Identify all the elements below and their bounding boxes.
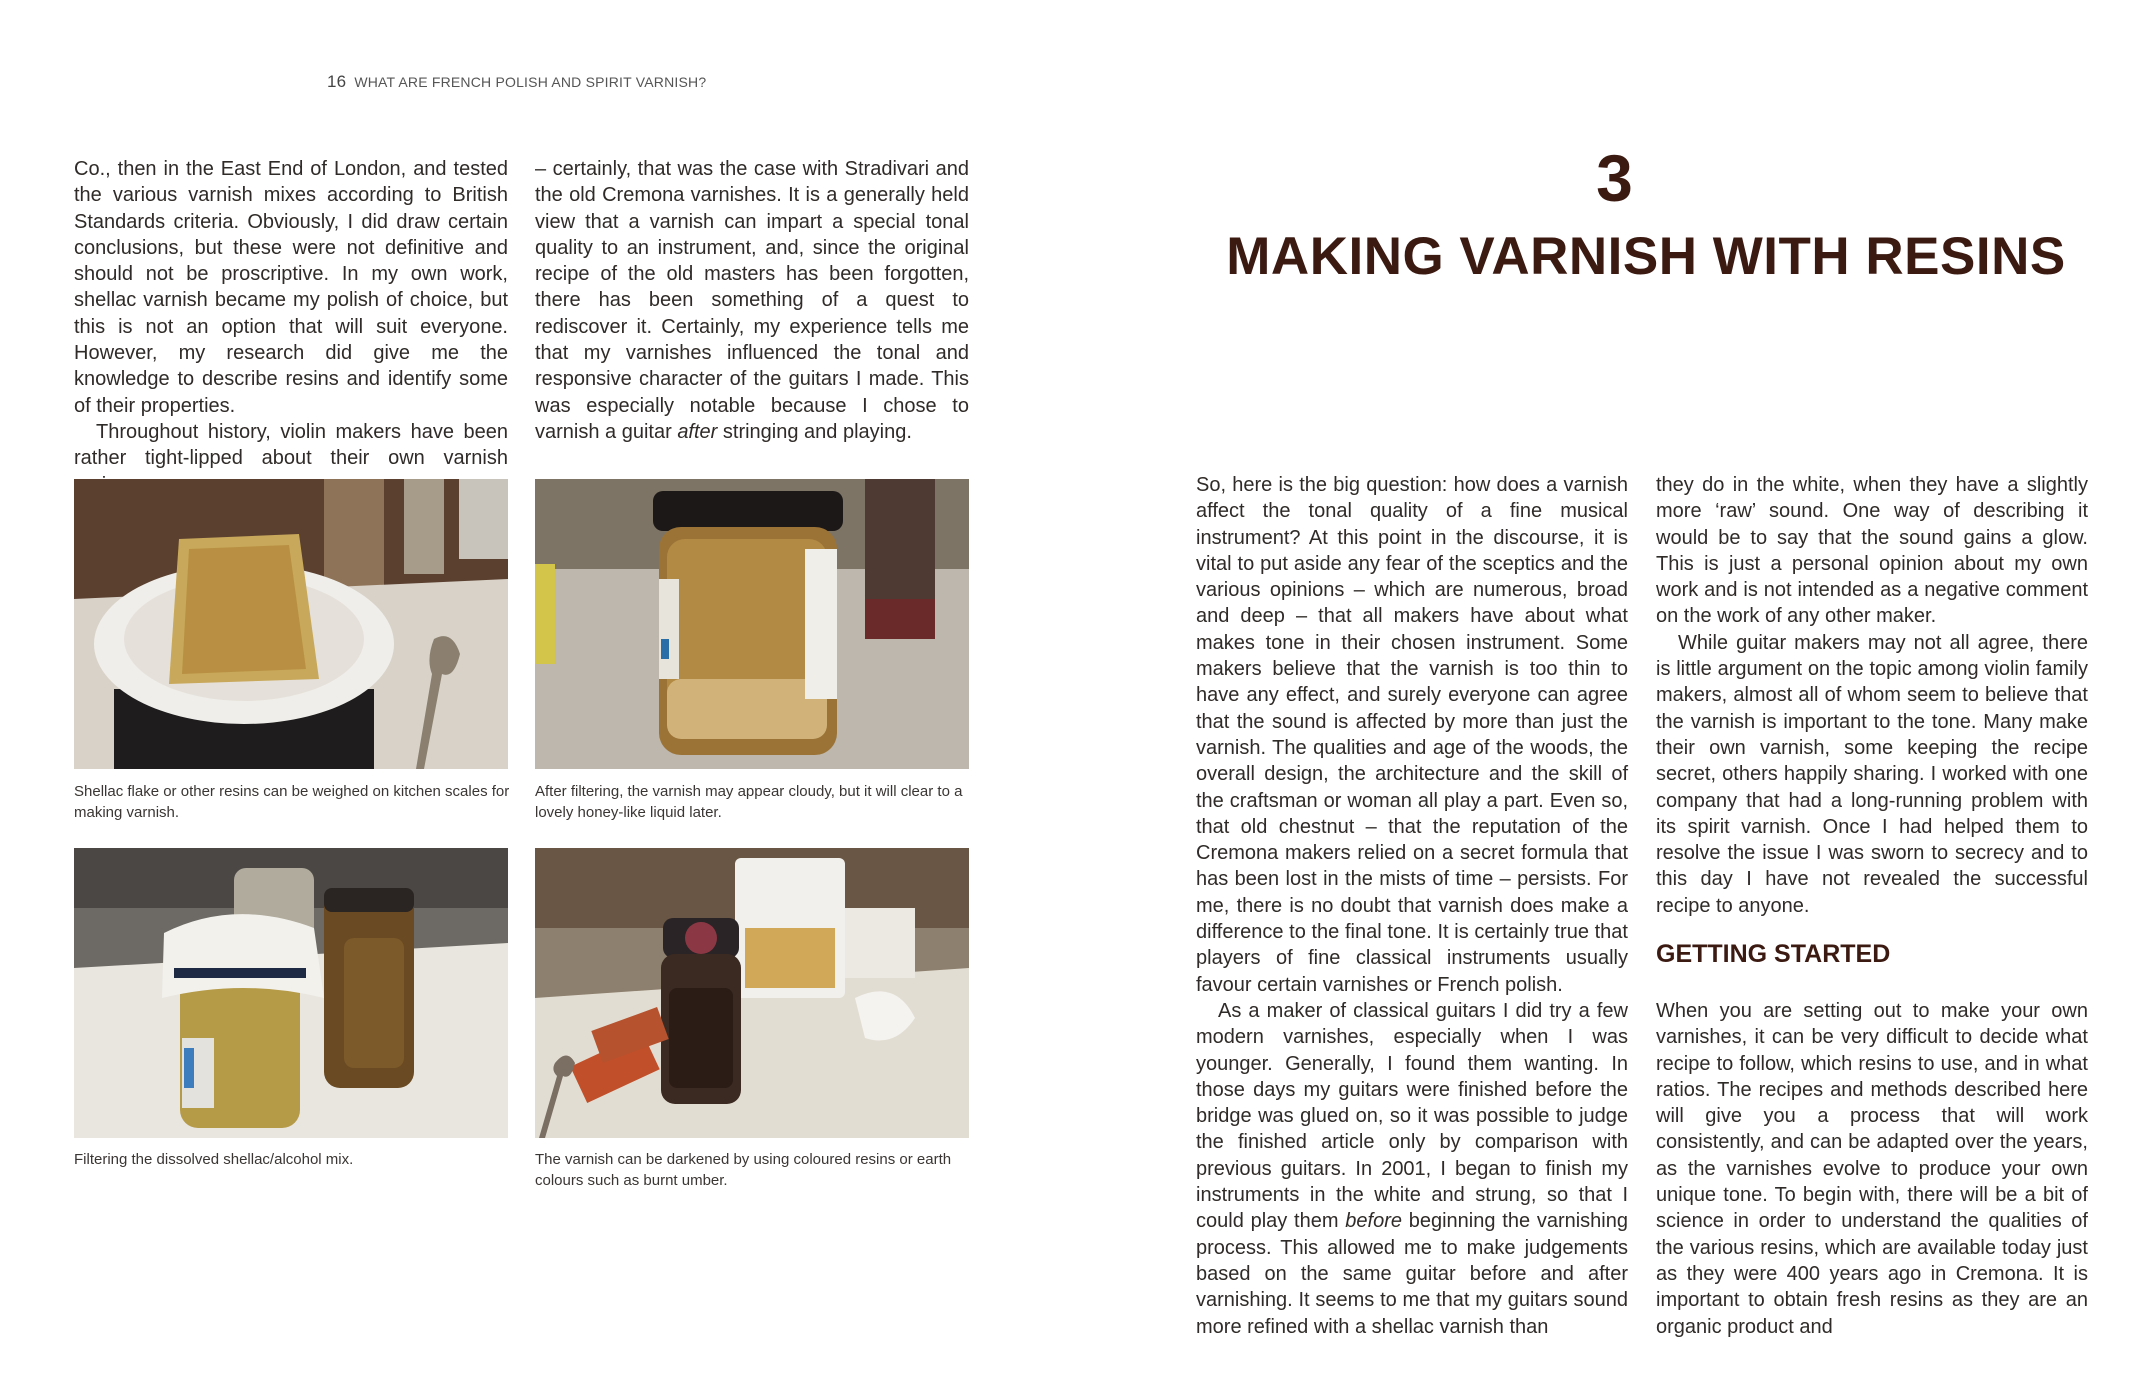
photo-illustration bbox=[74, 479, 508, 769]
photo-illustration bbox=[535, 479, 969, 769]
photo-filtering-jar bbox=[74, 848, 508, 1138]
paragraph-text: – certainly, that was the case with Stradivari and the old Cremona varnishes. It is a generally held view that a varnish can impart a special tonal quality to an instrument, and, since the original recipe of the old masters has been forgotten, there has been something of a quest to rediscover it. Certainly, my experience tells me that my varnishes influenced the tonal and responsive character of the guitars I made. This was especially notable because I chose to varnish a guitar bbox=[535, 158, 969, 443]
chapter-number: 3 bbox=[1596, 141, 1633, 215]
paragraph: While guitar makers may not all agree, there is little argument on the topic among violin family makers, almost all of whom seem to believe that the varnish is important to the tone. Many make their own varnish, some keeping the recipe secret, others happily sharing. I worked with one company that had a long-running problem with its spirit varnish. Once I had helped them to resolve the issue I was sworn to secrecy and to this day I have not revealed the successful recipe to anyone. bbox=[1656, 631, 2088, 917]
photo-caption: Shellac flake or other resins can be weighed on kitchen scales for making varnish. bbox=[74, 783, 510, 821]
photo-illustration bbox=[74, 848, 508, 1138]
paragraph bbox=[535, 156, 969, 445]
emphasis-text: before bbox=[1345, 1210, 1402, 1233]
paragraph bbox=[1196, 998, 1628, 1340]
right-column-2 bbox=[1656, 472, 2088, 919]
paragraph: When you are setting out to make your own varnishes, it can be very difficult to decide what recipe to follow, which resins to use, and in what ratios. The recipes and methods described here will give you a process that will work consistently, and can be adapted over the years, as the varnishes evolve to produce your own unique tone. To begin with, there will be a bit of science in order to understand the qualities of the various resins, which are available today just as they were 400 years ago in Cremona. It is important to obtain fresh resins as they are an organic product and bbox=[1656, 1000, 2088, 1338]
paragraph: Throughout history, violin makers have been rather tight-lipped about their own varnish bbox=[74, 420, 508, 470]
photo-shellac-flakes-on-scale bbox=[74, 479, 508, 769]
photo-caption: The varnish can be darkened by using coloured resins or earth colours such as burnt umber. bbox=[535, 1151, 952, 1189]
running-head-title: WHAT ARE FRENCH POLISH AND SPIRIT VARNISH? bbox=[354, 74, 707, 90]
right-column-2-continued bbox=[1656, 998, 2088, 1340]
photo-varnish-jar bbox=[535, 479, 969, 769]
photo-darkened-varnish bbox=[535, 848, 969, 1138]
page-number: 16 bbox=[327, 72, 347, 91]
emphasis-text: after bbox=[677, 420, 718, 443]
paragraph: So, here is the big question: how does a varnish affect the tonal quality of a fine musical instrument? At this point in the discourse, it is vital to put aside any fear of the sceptics and the various opinions – which are numerous, broad and deep – that all makers have about what makes tone in their chosen instrument. Some makers believe that the varnish is too thin to have any effect, and surely everyone can agree that the sound is affected by more than just the varnish. The qualities and age of the woods, the overall design, the architecture and the skill of the craftsman or woman all play a part. Even so, that old chestnut – that the reputation of the Cremona makers relied on a secret formula that has been lost in the mists of time – persists. For me, there is no doubt that varnish does make a difference to the final tone. It is certainly true that players of fine classical instruments usually favour certain varnishes or French polish. bbox=[1196, 474, 1628, 996]
paragraph-text: As a maker of classical guitars I did try a few modern varnishes, especially when I was younger. Generally, I found them wanting. In those days my guitars were finished before the bridge was glued on, so it was possible to judge the finished article only by comparison with previous guitars. In 2001, I began to finish my instruments in the white and strung, so that I could play them bbox=[1196, 999, 1628, 1233]
running-head bbox=[327, 72, 706, 92]
chapter-title: MAKING VARNISH WITH RESINS bbox=[1226, 227, 2066, 286]
paragraph: they do in the white, when they have a slightly more ‘raw’ sound. One way of describing it would be to say that the sound gains a glow. This is just a personal opinion about my own work and is not intended as a negative comment on the work of any other maker. bbox=[1656, 474, 2088, 628]
left-column-2 bbox=[535, 156, 969, 445]
photo-illustration bbox=[535, 848, 969, 1138]
paragraph: Co., then in the East End of London, and tested the various varnish mixes according to British Standards criteria. Obviously, I did draw certain conclusions, but these were not definitive and should not be proscriptive. In my own work, shellac varnish became my polish of choice, but this is not an option that will suit everyone. However, my research did give me the knowledge to describe resins and identify some of their properties. bbox=[74, 158, 508, 417]
right-column-1 bbox=[1196, 472, 1628, 1340]
paragraph-text: stringing and playing. bbox=[717, 420, 912, 443]
photo-caption: Filtering the dissolved shellac/alcohol mix. bbox=[74, 1151, 354, 1168]
section-heading: GETTING STARTED bbox=[1656, 940, 1891, 968]
photo-caption: After filtering, the varnish may appear cloudy, but it will clear to a lovely honey-like liquid later. bbox=[535, 783, 963, 821]
paragraph-text: beginning the varnishing process. This allowed me to make judgements based on the same guitar before and after varnishing. It seems to me that my guitars sound more refined with a shellac varnish than bbox=[1196, 1210, 1628, 1338]
left-page bbox=[0, 0, 1076, 1399]
left-column-1 bbox=[74, 156, 508, 498]
